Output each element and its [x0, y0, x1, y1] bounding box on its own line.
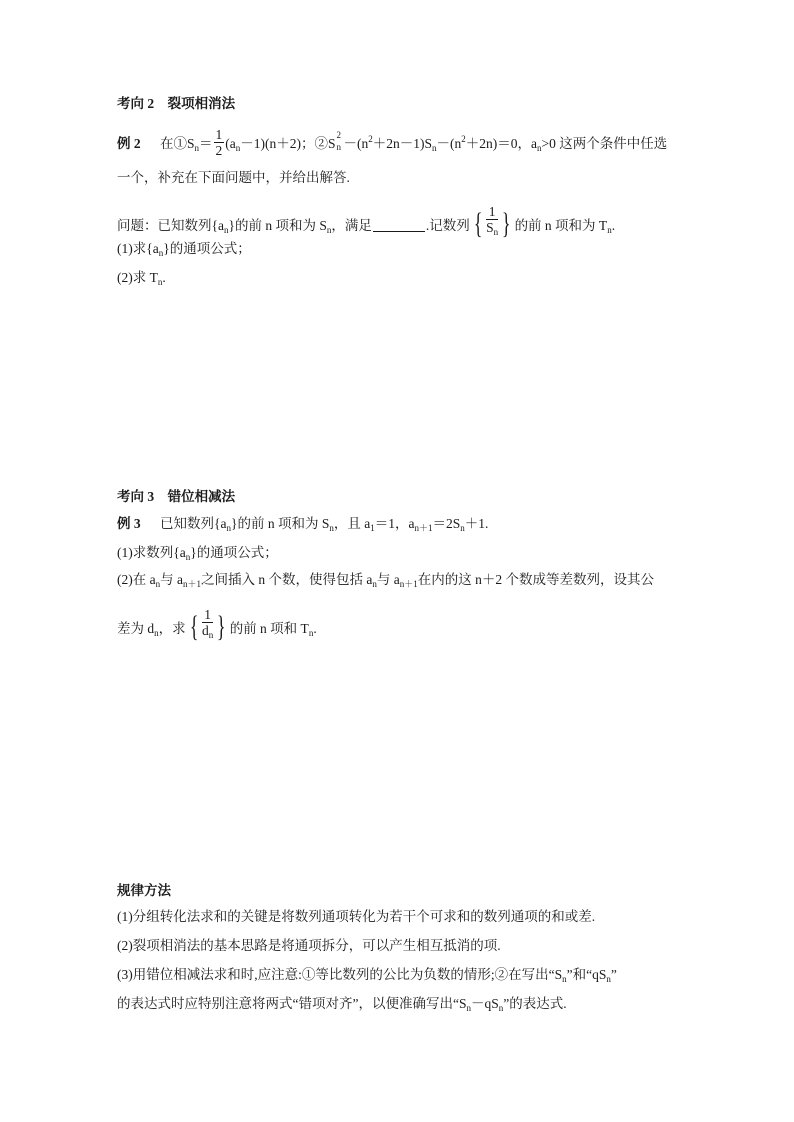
question3-part2-line2: 差为 $d_n$，求 { $\frac{1}{d_n}$ } 的前 n 项和 $T_n$. — [117, 607, 317, 643]
question2-part2: (2)求 $T_n$. — [117, 270, 166, 287]
fraction-one-half: $\frac{1}{2}$ — [215, 127, 223, 159]
example2-line2: 一个，补充在下面问题中，并给出解答. — [117, 170, 350, 185]
section3-title: 考向 3 错位相减法 — [117, 489, 236, 504]
example3-line1: 例 3 已知数列$\{a_n\}$的前 n 项和为 $S_n$，且 $a_1=1$，$a_{n+1}=2S_n+1$. — [117, 516, 489, 533]
example2-line1: 例 2 在$①S_n=$ $\frac{1}{2}$ $(a_n-1)(n+2)$；②S 2 n $-(n^2+2n-1)S_n-(n^2+2n)=0$，$a_n>0$ 这两个条件中任选 — [117, 127, 668, 159]
sequence-1-over-sn: { $\frac{1}{S_n}$ } — [473, 204, 511, 240]
methods-title: 规律方法 — [117, 883, 171, 898]
example2-label: 例 2 — [117, 136, 141, 151]
question3-part1: (1)求数列$\{a_n\}$的通项公式； — [117, 545, 278, 562]
question3-part2-line1: (2)在 $a_n$与 $a_{n+1}$之间插入 n 个数，使得包括 $a_n$与 $a_{n+1}$在内的这 n＋2 个数成等差数列，设其公 — [117, 572, 655, 589]
question2-part1: (1)求$\{a_n\}$的通项公式； — [117, 241, 251, 258]
methods-item-3-line2: 的表达式时应特别注意将两式“错项对齐”，以便准确写出“$S_n-qS_n$”的表达式. — [117, 996, 567, 1013]
answer-blank — [373, 217, 425, 232]
example3-label: 例 3 — [117, 516, 141, 531]
methods-item-2: (2)裂项相消法的基本思路是将通项拆分，可以产生相互抵消的项. — [117, 938, 501, 953]
section2-title: 考向 2 裂项相消法 — [117, 96, 236, 111]
methods-item-1: (1)分组转化法求和的关键是将数列通项转化为若干个可求和的数列通项的和或差. — [117, 909, 596, 924]
methods-item-3-line1: (3)用错位相减法求和时,应注意:①等比数列的公比为负数的情形;②在写出“$S_n$”和“$qS_n$” — [117, 967, 617, 984]
sequence-1-over-dn: { $\frac{1}{d_n}$ } — [189, 607, 226, 643]
question-statement: 问题：已知数列$\{a_n\}$的前 n 项和为 $S_n$，满足 .记数列 { $\frac{1}{S_n}$ } 的前 n 项和为 $T_n$. — [117, 204, 616, 240]
